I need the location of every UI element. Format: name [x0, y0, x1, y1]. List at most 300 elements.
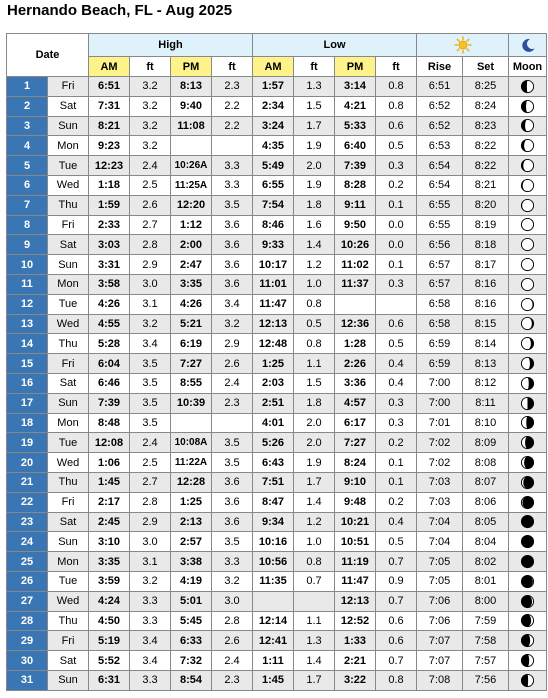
low-pm-height: 0.7	[376, 591, 417, 611]
header-high-am: AM	[89, 57, 130, 77]
low-am-time: 9:34	[253, 512, 294, 532]
high-am-time: 4:26	[89, 294, 130, 314]
moon-phase-cell	[509, 670, 547, 690]
header-moon-icon-cell	[509, 34, 547, 57]
high-pm-height: 3.0	[212, 591, 253, 611]
moon-phase-icon	[520, 217, 535, 232]
moon-phase-icon	[520, 673, 535, 688]
high-pm-height: 2.2	[212, 96, 253, 116]
low-pm-time: 6:17	[335, 413, 376, 433]
moon-phase-cell	[509, 571, 547, 591]
date-number: 3	[7, 116, 48, 136]
low-pm-time: 9:50	[335, 215, 376, 235]
low-pm-height: 0.8	[376, 670, 417, 690]
moon-phase-cell	[509, 651, 547, 671]
moon-phase-icon	[520, 594, 535, 609]
day-name: Sun	[48, 393, 89, 413]
date-number: 1	[7, 77, 48, 97]
low-pm-time: 11:37	[335, 274, 376, 294]
high-am-height: 3.5	[130, 373, 171, 393]
low-pm-height: 0.2	[376, 492, 417, 512]
moon-phase-icon	[520, 514, 535, 529]
low-pm-time: 5:33	[335, 116, 376, 136]
day-name: Tue	[48, 571, 89, 591]
low-pm-time: 1:28	[335, 334, 376, 354]
moon-phase-icon	[520, 356, 535, 371]
sunrise-time: 6:52	[417, 116, 463, 136]
high-am-height: 3.2	[130, 136, 171, 156]
table-row	[7, 136, 547, 156]
sunrise-time: 7:03	[417, 492, 463, 512]
date-number: 6	[7, 175, 48, 195]
sunrise-time: 7:02	[417, 433, 463, 453]
low-pm-height: 0.0	[376, 215, 417, 235]
sunset-time: 8:22	[463, 136, 509, 156]
day-name: Sun	[48, 116, 89, 136]
day-name: Thu	[48, 611, 89, 631]
day-name: Mon	[48, 413, 89, 433]
moon-phase-icon	[520, 455, 535, 470]
table-row	[7, 453, 547, 473]
low-pm-height: 0.4	[376, 373, 417, 393]
date-number: 14	[7, 334, 48, 354]
sunset-time: 8:14	[463, 334, 509, 354]
day-name: Wed	[48, 591, 89, 611]
day-name: Mon	[48, 274, 89, 294]
high-am-time: 7:39	[89, 393, 130, 413]
low-am-time: 1:45	[253, 670, 294, 690]
day-name: Mon	[48, 552, 89, 572]
day-name: Fri	[48, 354, 89, 374]
sunrise-time: 6:54	[417, 175, 463, 195]
moon-phase-cell	[509, 156, 547, 176]
high-pm-time: 2:00	[171, 235, 212, 255]
high-pm-time: 11:22A	[171, 453, 212, 473]
day-name: Wed	[48, 175, 89, 195]
low-am-time: 2:03	[253, 373, 294, 393]
table-row	[7, 116, 547, 136]
sunrise-time: 6:59	[417, 354, 463, 374]
sunrise-time: 7:02	[417, 453, 463, 473]
moon-phase-cell	[509, 255, 547, 275]
moon-phase-cell	[509, 611, 547, 631]
low-am-time: 1:11	[253, 651, 294, 671]
moon-phase-cell	[509, 354, 547, 374]
low-am-height: 1.7	[294, 116, 335, 136]
high-am-time: 5:19	[89, 631, 130, 651]
moon-phase-cell	[509, 393, 547, 413]
table-row	[7, 195, 547, 215]
high-pm-height: 3.6	[212, 512, 253, 532]
date-number: 8	[7, 215, 48, 235]
day-name: Sun	[48, 670, 89, 690]
moon-phase-cell	[509, 77, 547, 97]
header-low-am: AM	[253, 57, 294, 77]
low-pm-time: 3:14	[335, 77, 376, 97]
low-pm-time: 7:39	[335, 156, 376, 176]
high-am-time: 3:58	[89, 274, 130, 294]
low-pm-height: 0.2	[376, 175, 417, 195]
table-row	[7, 354, 547, 374]
low-am-height: 1.4	[294, 651, 335, 671]
high-pm-time: 2:47	[171, 255, 212, 275]
date-number: 12	[7, 294, 48, 314]
sunset-time: 7:56	[463, 670, 509, 690]
high-pm-height: 3.6	[212, 215, 253, 235]
high-pm-time: 7:27	[171, 354, 212, 374]
moon-phase-icon	[520, 653, 535, 668]
low-am-time: 7:54	[253, 195, 294, 215]
table-row	[7, 472, 547, 492]
high-am-height: 3.2	[130, 571, 171, 591]
low-pm-time: 3:22	[335, 670, 376, 690]
sunrise-time: 7:07	[417, 651, 463, 671]
low-pm-time: 11:02	[335, 255, 376, 275]
low-pm-time: 8:24	[335, 453, 376, 473]
moon-phase-icon	[520, 316, 535, 331]
high-am-height: 2.5	[130, 175, 171, 195]
low-pm-height: 0.0	[376, 235, 417, 255]
low-pm-time: 8:28	[335, 175, 376, 195]
date-number: 5	[7, 156, 48, 176]
high-pm-height: 3.3	[212, 552, 253, 572]
high-am-height: 2.4	[130, 156, 171, 176]
table-row	[7, 552, 547, 572]
low-pm-height: 0.1	[376, 255, 417, 275]
high-am-time: 1:59	[89, 195, 130, 215]
moon-phase-icon	[520, 435, 535, 450]
date-number: 21	[7, 472, 48, 492]
high-pm-time: 4:26	[171, 294, 212, 314]
high-am-time: 8:21	[89, 116, 130, 136]
high-am-time: 2:33	[89, 215, 130, 235]
table-row	[7, 670, 547, 690]
high-pm-height: 2.3	[212, 393, 253, 413]
high-am-time: 4:24	[89, 591, 130, 611]
high-am-height: 3.5	[130, 354, 171, 374]
high-am-time: 3:03	[89, 235, 130, 255]
sunrise-time: 6:55	[417, 195, 463, 215]
moon-phase-icon	[520, 277, 535, 292]
table-row	[7, 413, 547, 433]
high-am-height: 3.4	[130, 631, 171, 651]
high-pm-time: 1:25	[171, 492, 212, 512]
high-am-height: 2.6	[130, 195, 171, 215]
high-am-height: 3.2	[130, 77, 171, 97]
high-pm-time: 6:19	[171, 334, 212, 354]
low-am-height: 1.3	[294, 631, 335, 651]
low-am-time	[253, 591, 294, 611]
sunrise-time: 6:52	[417, 96, 463, 116]
low-pm-time: 9:48	[335, 492, 376, 512]
high-pm-time: 12:20	[171, 195, 212, 215]
high-am-height: 3.1	[130, 294, 171, 314]
table-row	[7, 631, 547, 651]
moon-phase-cell	[509, 532, 547, 552]
low-am-height: 1.4	[294, 492, 335, 512]
low-pm-height: 0.3	[376, 274, 417, 294]
high-pm-time	[171, 136, 212, 156]
high-pm-height: 2.3	[212, 670, 253, 690]
high-pm-time: 5:01	[171, 591, 212, 611]
low-am-time: 3:24	[253, 116, 294, 136]
moon-phase-icon	[520, 554, 535, 569]
high-pm-time: 3:38	[171, 552, 212, 572]
date-number: 19	[7, 433, 48, 453]
day-name: Sun	[48, 532, 89, 552]
high-pm-height: 3.5	[212, 453, 253, 473]
low-pm-time: 10:26	[335, 235, 376, 255]
high-am-height: 2.7	[130, 215, 171, 235]
date-number: 4	[7, 136, 48, 156]
high-pm-height: 3.3	[212, 156, 253, 176]
sunset-time: 8:16	[463, 274, 509, 294]
header-sun	[417, 34, 509, 57]
table-row	[7, 532, 547, 552]
low-am-height: 1.8	[294, 393, 335, 413]
low-pm-height: 0.3	[376, 413, 417, 433]
low-pm-height: 0.1	[376, 195, 417, 215]
low-pm-time: 11:19	[335, 552, 376, 572]
high-pm-height: 3.2	[212, 314, 253, 334]
table-row	[7, 294, 547, 314]
moon-phase-icon	[520, 613, 535, 628]
low-am-time: 8:46	[253, 215, 294, 235]
low-pm-time: 2:26	[335, 354, 376, 374]
moon-phase-icon	[520, 415, 535, 430]
high-pm-time: 8:13	[171, 77, 212, 97]
day-name: Wed	[48, 453, 89, 473]
table-row	[7, 274, 547, 294]
high-pm-height	[212, 136, 253, 156]
moon-phase-cell	[509, 136, 547, 156]
moon-phase-cell	[509, 274, 547, 294]
header-low-am-ft: ft	[294, 57, 335, 77]
high-am-time: 9:23	[89, 136, 130, 156]
low-am-height: 1.4	[294, 235, 335, 255]
low-pm-height: 0.2	[376, 433, 417, 453]
date-number: 30	[7, 651, 48, 671]
low-pm-height: 0.7	[376, 651, 417, 671]
low-pm-height: 0.1	[376, 472, 417, 492]
sunset-time: 8:09	[463, 433, 509, 453]
high-am-height: 3.3	[130, 611, 171, 631]
date-number: 11	[7, 274, 48, 294]
high-am-time: 7:31	[89, 96, 130, 116]
sunset-time: 8:25	[463, 77, 509, 97]
crescent-moon-icon	[520, 37, 536, 53]
low-pm-height: 0.6	[376, 314, 417, 334]
moon-phase-icon	[520, 158, 535, 173]
table-row	[7, 393, 547, 413]
moon-phase-icon	[520, 336, 535, 351]
day-name: Sat	[48, 373, 89, 393]
low-am-height: 1.1	[294, 354, 335, 374]
high-am-height: 2.8	[130, 492, 171, 512]
table-row	[7, 314, 547, 334]
sun-icon	[454, 36, 472, 54]
high-am-height: 3.4	[130, 651, 171, 671]
high-pm-height: 2.6	[212, 354, 253, 374]
moon-phase-icon	[520, 475, 535, 490]
low-pm-time: 10:51	[335, 532, 376, 552]
day-name: Fri	[48, 631, 89, 651]
sunrise-time: 7:07	[417, 631, 463, 651]
moon-phase-icon	[520, 138, 535, 153]
sunset-time: 8:07	[463, 472, 509, 492]
high-am-time: 12:23	[89, 156, 130, 176]
high-pm-height: 2.2	[212, 116, 253, 136]
moon-phase-icon	[520, 257, 535, 272]
moon-phase-cell	[509, 472, 547, 492]
date-number: 29	[7, 631, 48, 651]
date-number: 20	[7, 453, 48, 473]
low-pm-height: 0.8	[376, 77, 417, 97]
header-high-pm-ft: ft	[212, 57, 253, 77]
sunset-time: 8:12	[463, 373, 509, 393]
high-am-time: 2:45	[89, 512, 130, 532]
sunset-time: 8:02	[463, 552, 509, 572]
low-pm-height: 0.1	[376, 453, 417, 473]
table-row	[7, 373, 547, 393]
day-name: Sat	[48, 96, 89, 116]
moon-phase-cell	[509, 195, 547, 215]
day-name: Tue	[48, 433, 89, 453]
low-pm-time: 12:36	[335, 314, 376, 334]
high-pm-height: 2.8	[212, 611, 253, 631]
date-number: 28	[7, 611, 48, 631]
date-number: 22	[7, 492, 48, 512]
sunset-time: 8:22	[463, 156, 509, 176]
sunset-time: 8:15	[463, 314, 509, 334]
day-name: Wed	[48, 314, 89, 334]
table-row	[7, 175, 547, 195]
low-pm-height: 0.6	[376, 116, 417, 136]
low-am-time: 11:35	[253, 571, 294, 591]
table-row	[7, 591, 547, 611]
sunrise-time: 7:01	[417, 413, 463, 433]
date-number: 25	[7, 552, 48, 572]
low-am-height: 1.7	[294, 472, 335, 492]
high-am-time: 6:46	[89, 373, 130, 393]
low-am-time: 12:14	[253, 611, 294, 631]
high-am-time: 3:35	[89, 552, 130, 572]
high-pm-time: 8:55	[171, 373, 212, 393]
table-row	[7, 651, 547, 671]
low-pm-height: 0.5	[376, 136, 417, 156]
high-pm-time: 3:35	[171, 274, 212, 294]
low-am-time: 5:26	[253, 433, 294, 453]
low-pm-height: 0.7	[376, 552, 417, 572]
header-high-am-ft: ft	[130, 57, 171, 77]
low-am-height: 1.9	[294, 136, 335, 156]
sunrise-time: 7:04	[417, 512, 463, 532]
sunrise-time: 6:59	[417, 334, 463, 354]
sunset-time: 8:19	[463, 215, 509, 235]
high-pm-time: 11:25A	[171, 175, 212, 195]
day-name: Fri	[48, 77, 89, 97]
date-number: 26	[7, 571, 48, 591]
high-am-height: 3.0	[130, 532, 171, 552]
date-number: 7	[7, 195, 48, 215]
tide-table	[6, 33, 547, 691]
high-pm-height	[212, 413, 253, 433]
moon-phase-cell	[509, 334, 547, 354]
sunset-time: 8:23	[463, 116, 509, 136]
low-pm-height: 0.5	[376, 334, 417, 354]
header-high: High	[89, 34, 253, 57]
moon-phase-cell	[509, 453, 547, 473]
date-number: 24	[7, 532, 48, 552]
moon-phase-icon	[520, 574, 535, 589]
low-pm-time: 12:52	[335, 611, 376, 631]
low-pm-time: 9:10	[335, 472, 376, 492]
low-am-time: 10:16	[253, 532, 294, 552]
day-name: Fri	[48, 492, 89, 512]
low-pm-time: 7:27	[335, 433, 376, 453]
moon-phase-icon	[520, 534, 535, 549]
date-number: 10	[7, 255, 48, 275]
low-am-time: 6:43	[253, 453, 294, 473]
low-am-height: 0.5	[294, 314, 335, 334]
high-am-time: 2:17	[89, 492, 130, 512]
high-am-time: 6:31	[89, 670, 130, 690]
low-pm-height: 0.3	[376, 393, 417, 413]
low-am-time: 10:17	[253, 255, 294, 275]
table-row	[7, 611, 547, 631]
high-am-time: 3:10	[89, 532, 130, 552]
high-pm-height: 3.3	[212, 175, 253, 195]
sunrise-time: 6:56	[417, 235, 463, 255]
table-row	[7, 156, 547, 176]
low-pm-time: 2:21	[335, 651, 376, 671]
moon-phase-cell	[509, 492, 547, 512]
high-pm-time: 1:12	[171, 215, 212, 235]
high-pm-time: 10:26A	[171, 156, 212, 176]
low-am-time: 11:47	[253, 294, 294, 314]
moon-phase-cell	[509, 96, 547, 116]
low-pm-time: 3:36	[335, 373, 376, 393]
sunrise-time: 7:06	[417, 591, 463, 611]
sunrise-time: 7:00	[417, 393, 463, 413]
date-number: 27	[7, 591, 48, 611]
sunrise-time: 6:55	[417, 215, 463, 235]
high-am-time: 4:50	[89, 611, 130, 631]
low-pm-time: 12:13	[335, 591, 376, 611]
high-am-height: 3.5	[130, 393, 171, 413]
moon-phase-icon	[520, 79, 535, 94]
moon-phase-icon	[520, 99, 535, 114]
sunrise-time: 6:57	[417, 274, 463, 294]
low-am-height: 0.8	[294, 552, 335, 572]
low-am-height: 1.6	[294, 215, 335, 235]
table-row	[7, 433, 547, 453]
low-am-height: 0.8	[294, 294, 335, 314]
low-am-height	[294, 591, 335, 611]
sunrise-time: 7:00	[417, 373, 463, 393]
high-pm-time: 11:08	[171, 116, 212, 136]
low-pm-time: 4:57	[335, 393, 376, 413]
high-pm-height: 3.6	[212, 492, 253, 512]
low-am-time: 1:25	[253, 354, 294, 374]
high-pm-time: 4:19	[171, 571, 212, 591]
date-number: 16	[7, 373, 48, 393]
sunset-time: 8:06	[463, 492, 509, 512]
sunset-time: 8:01	[463, 571, 509, 591]
high-pm-time: 5:45	[171, 611, 212, 631]
moon-phase-cell	[509, 235, 547, 255]
high-pm-height: 3.5	[212, 433, 253, 453]
